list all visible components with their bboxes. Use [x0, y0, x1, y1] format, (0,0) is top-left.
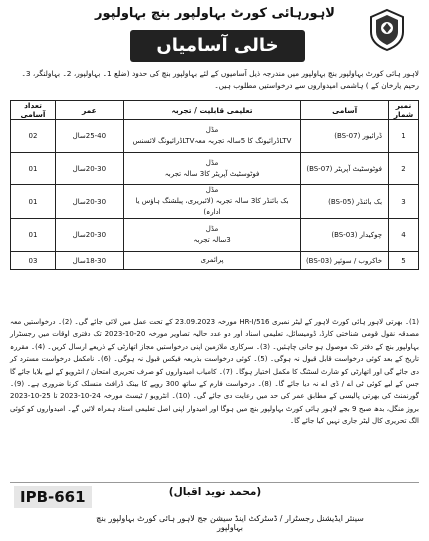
government-emblem-icon	[367, 8, 407, 52]
terms-and-conditions: (1)۔ بھرتی لاہور ہائی کورٹ لاہور کے لیٹر نمبری 516/HR-I مورخہ 23.09.2023 کے تحت عمل میں لائی جائے گی۔ (2)۔ درخواستیں معہ مصدقہ نقول قومی شناختی کارڈ، ڈومیسائل، تعلیمی اسناد اور دو عدد حالیہ تصاویر مورخہ 20-10-2023 تک دفتری اوقات میں رجسٹرار بہاولپور بنچ کے دفتر تک موصول ہو جانی چاہئیں۔ (3)۔ سرکاری ملازمین اپنی درخواستیں مجاز اتھارٹی کے ذریعے ارسال کریں۔ (4)۔ مقررہ تاریخ کے بعد کوئی درخواست قابل قبول نہ ہوگی۔ (5)۔ کوئی درخواست بذریعہ فیکس قبول نہ ہوگی۔ (6)۔ نامکمل درخواست مسترد کر دی جائے گی اور اتھارٹی کو شارٹ لسٹنگ کا مکمل اختیار ہوگا۔ (7)۔ کامیاب امیدواروں کو صرف تحریری امتحان / انٹرویو کے لیے بلایا جائے گا جس کے لیے کوئی ٹی اے / ڈی اے نہ دیا جائے گا۔ (8)۔ درخواست فارم کے ساتھ 300 روپے کا بینک ڈرافٹ منسلک کرنا ضروری ہے۔ (9)۔ گورنمنٹ کی بھرتی پالیسی کے مطابق عمر کی حد میں رعایت دی جائے گی۔ (10)۔ انٹرویو / ٹیسٹ مورخہ 24-10-2023 تا 25-10-2023 بروز منگل، بدھ صبح 9 بجے لاہور ہائی کورٹ بہاولپور بنچ میں ہوگا اور امیدوار اپنی اصل تعلیمی اسناد ہمراہ لائیں گے۔ امیدواروں کو کوئی الگ تحریری کال لیٹر جاری نہیں کیا جائے گا۔	[10, 318, 420, 426]
col-header-qualification: تعلیمی قابلیت / تجربہ	[123, 101, 300, 120]
age-limit: 18-30سال	[55, 252, 123, 270]
qualification-experience: 3سالہ تجربہ	[193, 236, 231, 244]
post-count: 01	[11, 153, 56, 185]
row-number: 5	[389, 252, 419, 270]
qualification-education: مڈل	[205, 225, 219, 233]
col-header-no: نمبر شمار	[389, 101, 419, 120]
qualification-experience: بک بائنڈر کا3 سالہ تجربہ (لائبریری، پبلشنگ ہاؤس یا ادارہ)	[135, 197, 289, 216]
qualification-education: مڈل	[205, 158, 219, 167]
post-count: 01	[11, 219, 56, 252]
table-row	[11, 153, 419, 185]
post-name: بک بائنڈر (BS-05)	[301, 185, 389, 219]
qualification-experience: فوٹوسٹیٹ آپریٹر کا3 سالہ تجربہ	[164, 169, 260, 178]
post-name: ڈرائیور (BS-07)	[301, 120, 389, 153]
age-limit: 20-30سال	[55, 219, 123, 252]
post-name: فوٹوسٹیٹ آپریٹر (BS-07)	[301, 153, 389, 185]
row-number: 2	[389, 153, 419, 185]
qualification-cell	[123, 252, 300, 270]
col-header-count: تعداد آسامی	[11, 101, 56, 120]
qualification-education: مڈل	[205, 126, 219, 134]
age-limit: 20-30سال	[55, 185, 123, 219]
vacancies-table	[10, 100, 419, 270]
age-limit: 20-30سال	[55, 153, 123, 185]
qualification-cell	[123, 185, 300, 219]
qualification-cell	[123, 153, 300, 185]
table-row	[11, 219, 419, 252]
table-header-row	[11, 101, 419, 120]
header-title: لاہورہائی کورٹ بہاولپور بنچ بہاولپور	[95, 6, 335, 21]
post-name: چوکیدار (BS-03)	[301, 219, 389, 252]
row-number: 4	[389, 219, 419, 252]
qualification-education: پرائمری	[200, 256, 224, 264]
post-name: خاکروب / سوئپر (BS-03)	[301, 252, 389, 270]
advertisement-id: IPB-661	[14, 486, 92, 508]
qualification-experience: LTVڈرائیونگ کا 5سالہ تجربہ معہLTVڈرائیونگ لائسنس	[132, 137, 292, 145]
age-limit: 25-40سال	[55, 120, 123, 153]
footer-divider	[10, 482, 419, 483]
post-count: 01	[11, 185, 56, 219]
signatory-designation: سینئر ایڈیشنل رجسٹرار / ڈسٹرکٹ اینڈ سیشن جج لاہور ہائی کورٹ بہاولپور بنچ بہاولپور	[96, 514, 364, 532]
table-row	[11, 185, 419, 219]
signatory-name: (محمد نوید اقبال)	[168, 486, 262, 498]
post-count: 02	[11, 120, 56, 153]
vacancies-banner: خالی آسامیاں	[130, 30, 305, 62]
row-number: 1	[389, 120, 419, 153]
intro-text: لاہور ہائی کورٹ بہاولپور بنچ بہاولپور میں مندرجہ ذیل آسامیوں کے لئے بہاولپور بنچ کی حدود (ضلع 1۔ بہاولپور، 2۔ بہاولنگر، 3۔ رحیم یارخان کے ) ہاشمی امیدواروں سے درخواستیں مطلوب ہیں۔	[21, 69, 419, 90]
col-header-age: عمر	[55, 101, 123, 120]
post-count: 03	[11, 252, 56, 270]
row-number: 3	[389, 185, 419, 219]
table-row	[11, 252, 419, 270]
qualification-cell	[123, 120, 300, 153]
qualification-education: مڈل	[205, 186, 219, 194]
qualification-cell	[123, 219, 300, 252]
table-row	[11, 120, 419, 153]
col-header-post: آسامی	[301, 101, 389, 120]
